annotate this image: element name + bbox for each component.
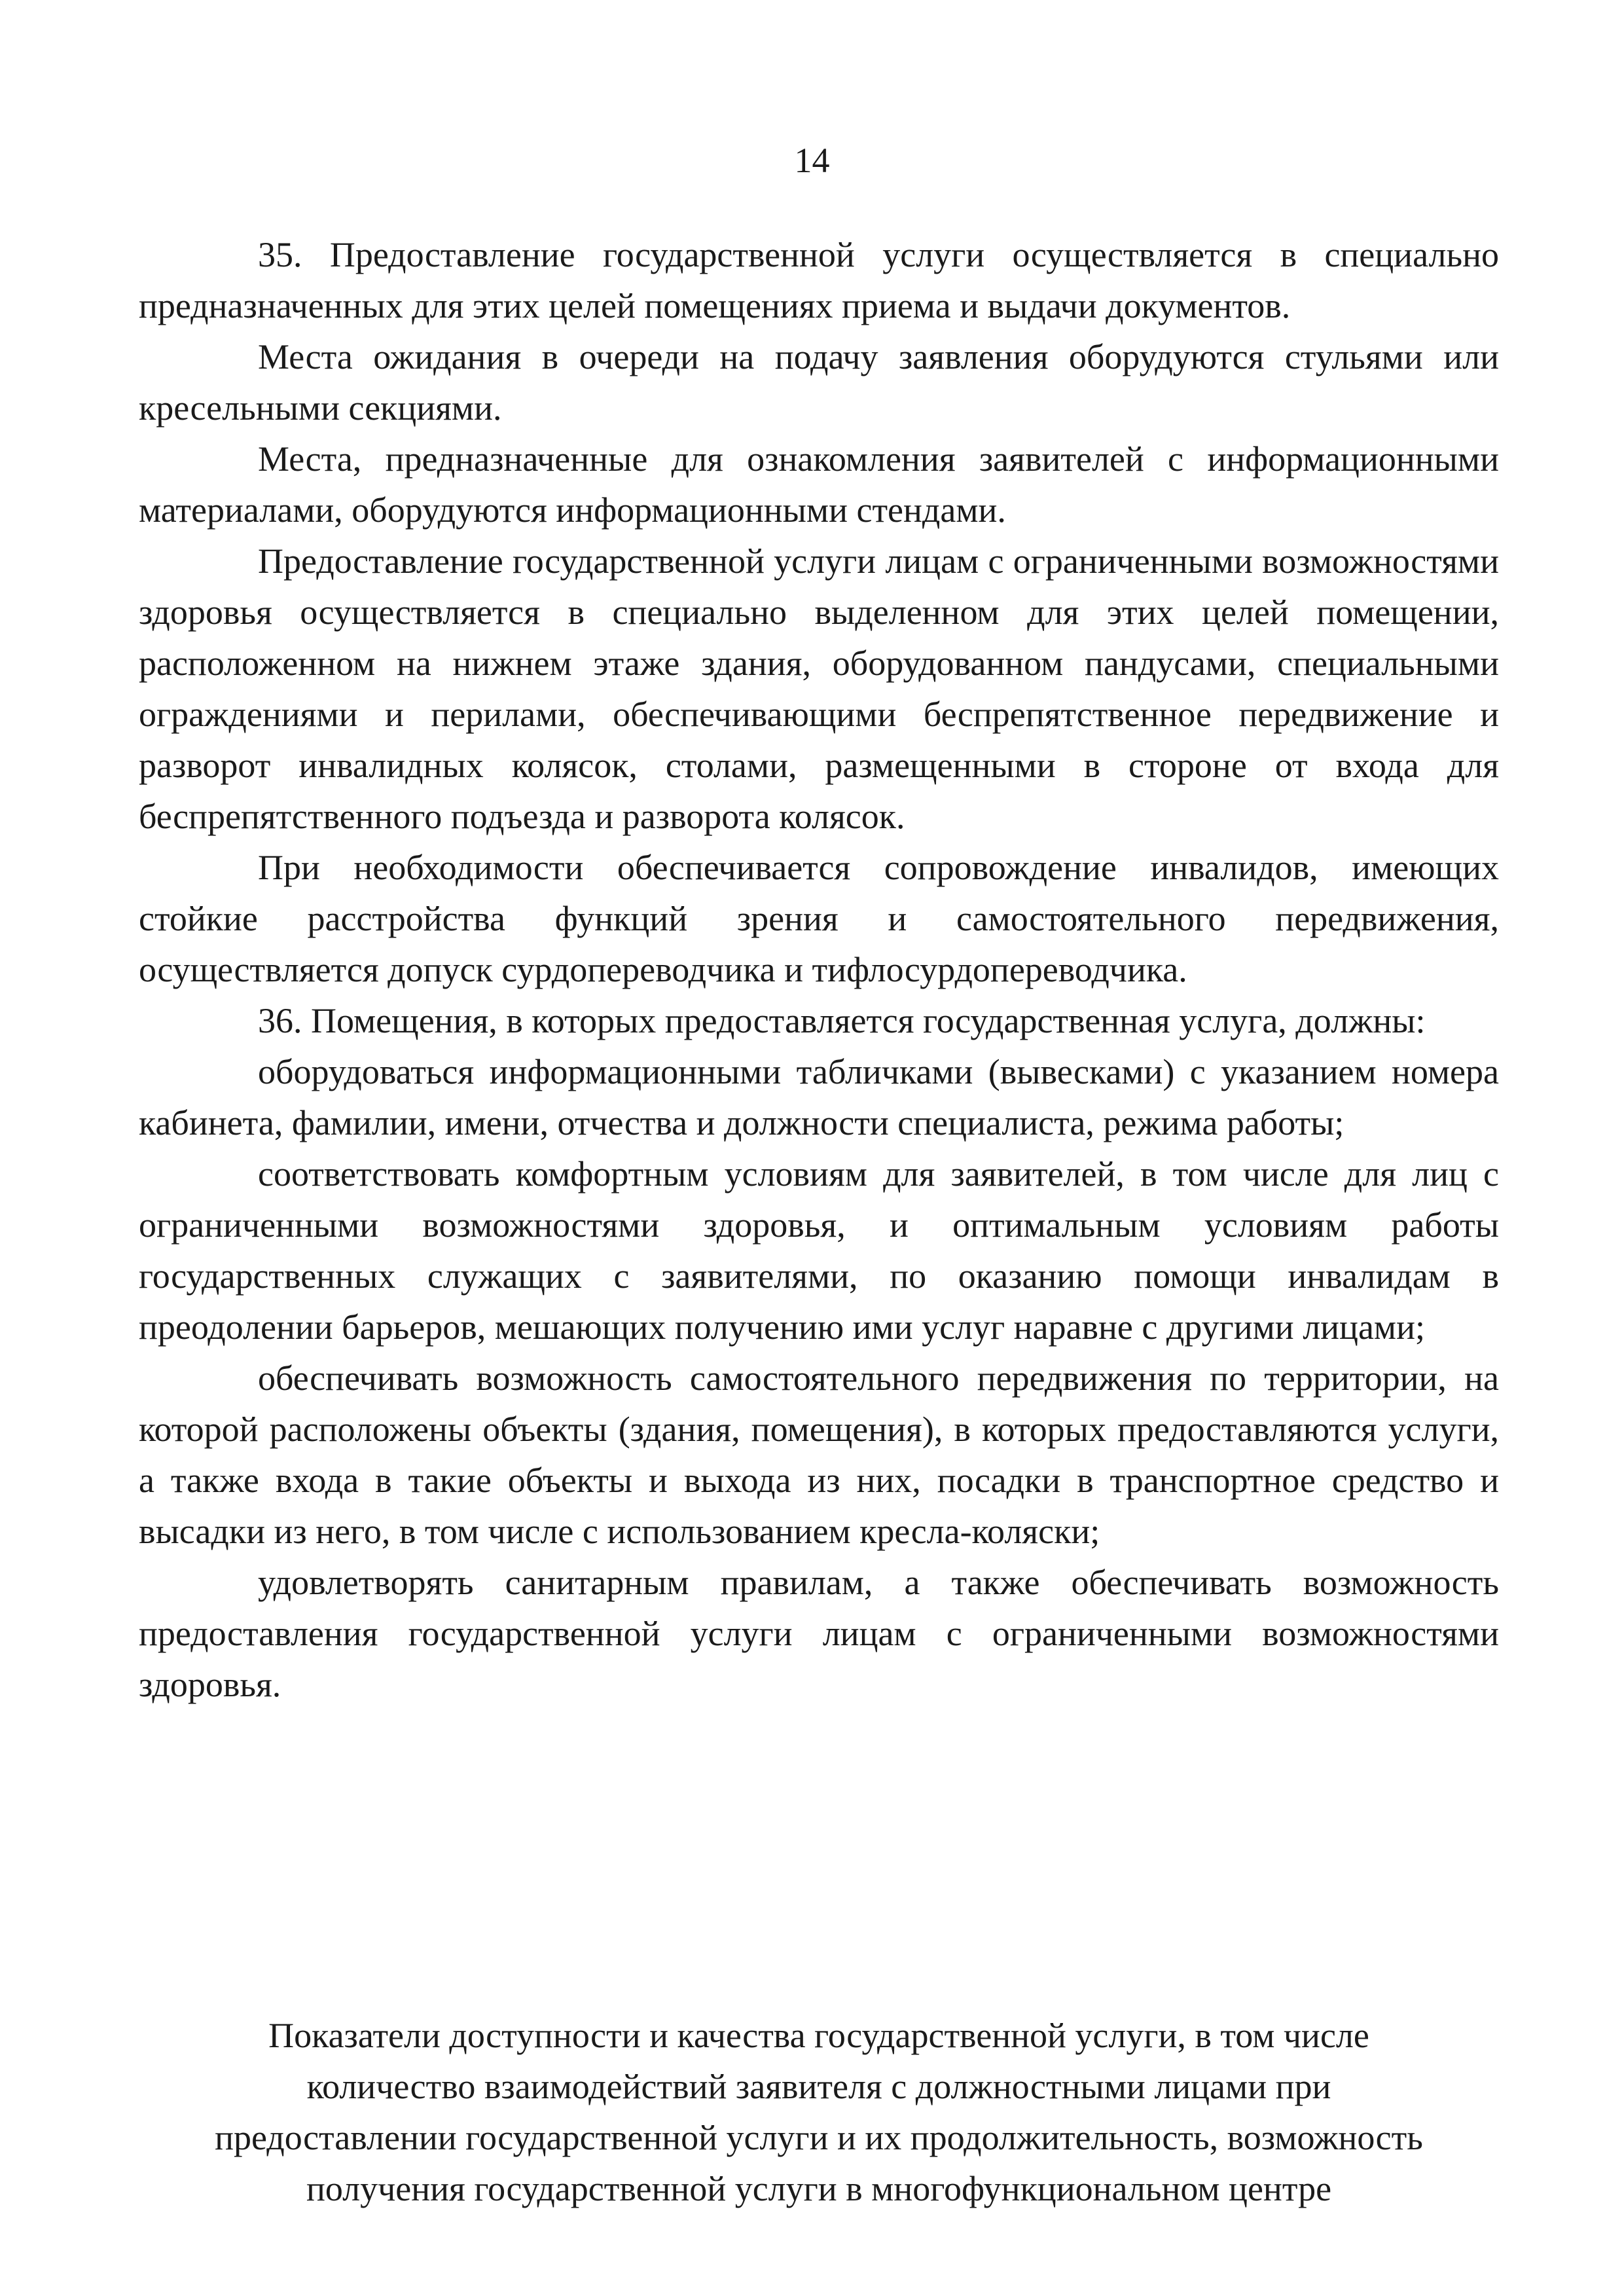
heading-line: количество взаимодействий заявителя с должностными лицами при [306,2067,1331,2106]
list-item-movement: обеспечивать возможность самостоятельного передвижения по территории, на которой расположены объекты (здания, помещения), в которых предоставляются услуги, а также входа в такие объекты и выхода из них, посадки в транспортное средство и высадки из него, в том числе с использованием кресла-коляски; [139,1358,1499,1551]
list-item-comfort: соответствовать комфортным условиям для заявителей, в том числе для лиц с ограниченными возможностями здоровья, и оптимальным условиям работы государственных служащих с заявителями, по оказанию помощи инвалидам в преодолении барьеров, мешающих получению ими услуг наравне с другими лицами; [139,1154,1499,1347]
list-item-signage: оборудоваться информационными табличками (вывесками) с указанием номера кабинета, фамилии, имени, отчества и должности специалиста, режима работы; [139,1052,1499,1142]
paragraph-escort: При необходимости обеспечивается сопровождение инвалидов, имеющих стойкие расстройства функций зрения и самостоятельного передвижения, осуществляется допуск сурдопереводчика и тифлосурдопереводчика. [139,848,1499,989]
heading-line: получения государственной услуги в многофункциональном центре [306,2169,1332,2208]
heading-line: предоставлении государственной услуги и их продолжительность, возможность [215,2118,1423,2157]
section-heading [139,2010,1499,2214]
paragraph-info-places: Места, предназначенные для ознакомления заявителей с информационными материалами, оборудуются информационными стендами. [139,439,1499,530]
list-item-sanitary: удовлетворять санитарным правилам, а также обеспечивать возможность предоставления государственной услуги лицам с ограниченными возможностями здоровья. [139,1563,1499,1704]
page-number: 14 [794,141,830,180]
paragraph-36: 36. Помещения, в которых предоставляется государственная услуга, должны: [258,1001,1426,1040]
body-text [139,229,1499,1710]
paragraph-waiting-places: Места ожидания в очереди на подачу заявления оборудуются стульями или кресельными секциями. [139,337,1499,428]
heading-line: Показатели доступности и качества государственной услуги, в том числе [268,2016,1369,2055]
paragraph-disabled-access: Предоставление государственной услуги лицам с ограниченными возможностями здоровья осуществляется в специально выделенном для этих целей помещении, расположенном на нижнем этаже здания, оборудованном пандусами, специальными ограждениями и перилами, обеспечивающими беспрепятственное передвижение и разворот инвалидных колясок, столами, размещенными в стороне от входа для беспрепятственного подъезда и разворота колясок. [139,541,1499,836]
paragraph-35: 35. Предоставление государственной услуги осуществляется в специально предназначенных для этих целей помещениях приема и выдачи документов. [139,235,1499,325]
